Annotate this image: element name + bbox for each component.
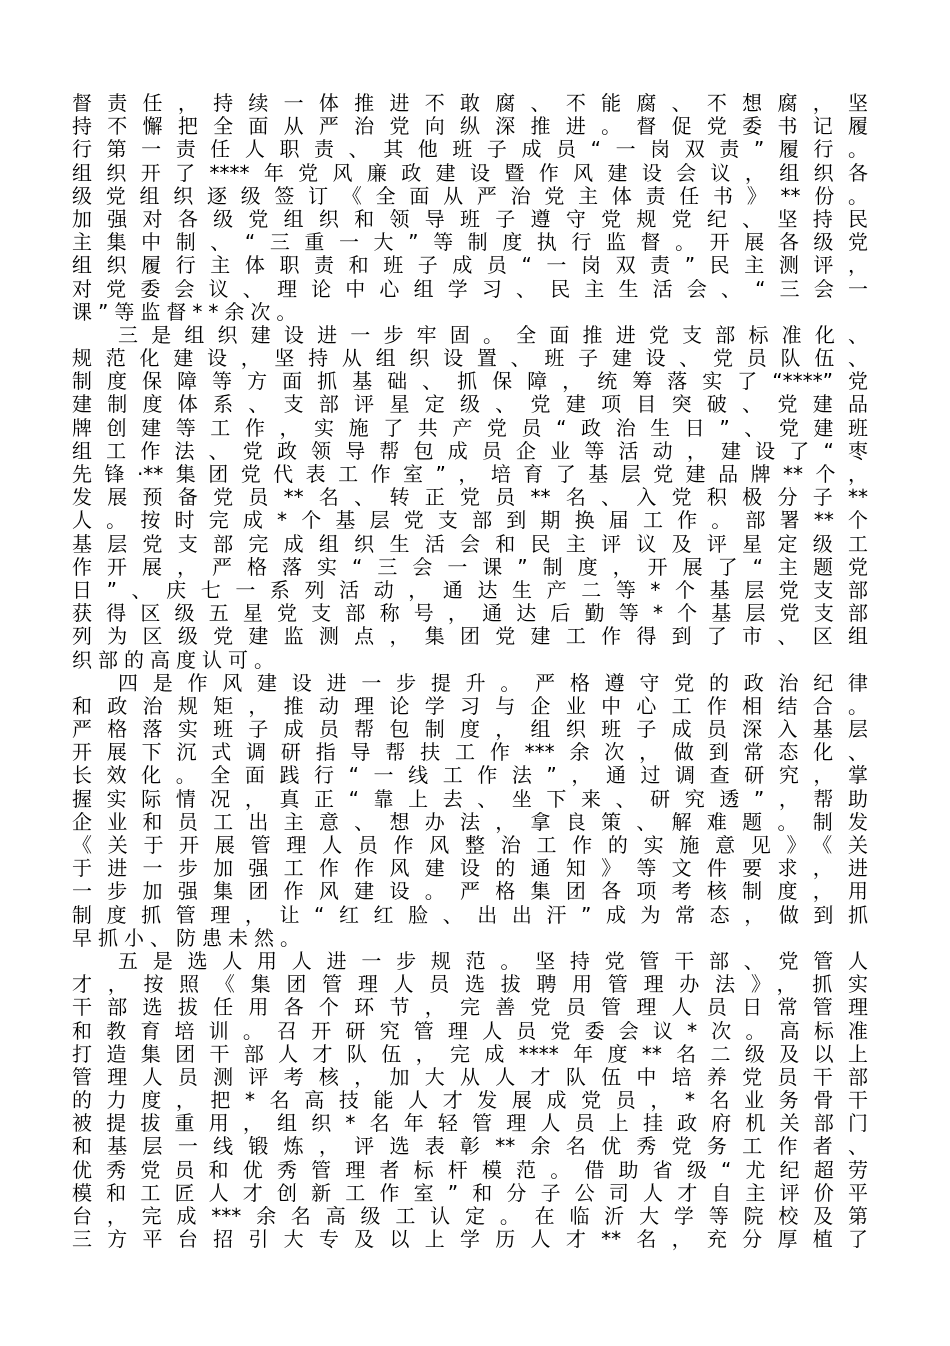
text-line: 加强对各级党组织和领导班子遵守党规党纪、坚持民: [72, 206, 868, 231]
text-line: 督责任，持续一体推进不敢腐、不能腐、不想腐，坚: [72, 91, 868, 115]
text-line: 制度保障等方面抓基础、抓保障，统筹落实了“****”党: [72, 369, 868, 394]
paragraph-end-line: 早抓小、防患未然。: [72, 925, 306, 950]
text-line: 组织开了****年党风廉政建设暨作风建设会议，组织各: [72, 160, 868, 185]
text-line: 基层党支部完成组织生活会和民主评议及评星定级工: [72, 531, 868, 556]
text-line: 于进一步加强工作作风建设的通知》等文件要求，进: [72, 856, 868, 881]
text-line: 干部选拔任用各个环节，完善党员管理人员日常管理: [72, 995, 868, 1020]
text-line: 建制度体系、支部评星定级、党建项目突破、党建品: [72, 392, 868, 417]
text-line: 打造集团干部人才队伍，完成****年度**名二级及以上: [72, 1041, 868, 1066]
text-line: 对党委会议、理论中心组学习、民主生活会、“三会一: [72, 276, 868, 301]
text-line: 先锋·**集团党代表工作室”，培育了基层党建品牌**个，: [72, 462, 868, 486]
text-line: 作开展，严格落实“三会一课”制度，开展了“主题党: [72, 554, 868, 579]
paragraph-end-line: 课”等监督**余次。: [72, 299, 303, 324]
text-line: 规范化建设，坚持从组织设置、班子建设、党员队伍、: [72, 346, 868, 371]
text-line: 制度抓管理，让“红红脸、出出汗”成为常态，做到抓: [72, 902, 868, 927]
paragraph-start-line: 四是作风建设进一步提升。严格遵守党的政治纪律: [118, 670, 868, 695]
text-line: 一步加强集团作风建设。严格集团各项考核制度，用: [72, 879, 868, 904]
text-line: 日”、庆七一系列活动，通达生产二等*个基层党支部: [72, 577, 868, 602]
document-page: [72, 92, 868, 1251]
text-line: 组织履行主体职责和班子成员“一岗双责”民主测评，: [72, 253, 868, 278]
text-line: 被提拔重用，组织*名年轻管理人员上挂政府机关部门: [72, 1111, 868, 1136]
text-line: 和基层一线锻炼，评选表彰**余名优秀党务工作者、: [72, 1134, 868, 1159]
text-line: 开展下沉式调研指导帮扶工作***余次，做到常态化、: [72, 740, 868, 765]
paragraph-start-line: 五是选人用人进一步规范。坚持党管干部、党管人: [118, 948, 868, 973]
paragraph-end-line: 织部的高度认可。: [72, 647, 280, 672]
paragraph-start-line: 三是组织建设进一步牢固。全面推进党支部标准化、: [118, 322, 868, 347]
text-line: 行第一责任人职责、其他班子成员“一岗双责”履行。: [72, 137, 868, 162]
text-line: 握实际情况，真正“靠上去、坐下来、研究透”，帮助: [72, 786, 868, 811]
text-line: 才，按照《集团管理人员选拔聘用管理办法》，抓实: [72, 972, 868, 997]
text-line: 持不懈把全面从严治党向纵深推进。督促党委书记履: [72, 114, 868, 139]
text-line: 模和工匠人才创新工作室”和分子公司人才自主评价平: [72, 1180, 868, 1205]
text-line: 的力度，把*名高技能人才发展成党员，*名业务骨干: [72, 1088, 868, 1113]
text-line: 企业和员工出主意、想办法，拿良策、解难题。制发: [72, 809, 868, 834]
text-line: 台，完成***余名高级工认定。在临沂大学等院校及第: [72, 1204, 868, 1228]
text-line: 组工作法、党政领导帮包成员企业等活动，建设了“枣: [72, 438, 868, 463]
text-line: 人。按时完成*个基层党支部到期换届工作。部署**个: [72, 508, 868, 533]
text-line: 和教育培训。召开研究管理人员党委会议*次。高标准: [72, 1018, 868, 1043]
text-line: 长效化。全面践行“一线工作法”，通过调查研究，掌: [72, 763, 868, 788]
text-line: 三方平台招引大专及以上学历人才**名，充分厚植了: [72, 1227, 868, 1252]
text-line: 优秀党员和优秀管理者标杆模范。借助省级“尤纪超劳: [72, 1157, 868, 1182]
text-line: 列为区级党建监测点，集团党建工作得到了市、区组: [72, 624, 868, 649]
text-line: 和政治规矩，推动理论学习与企业中心工作相结合。: [72, 693, 868, 718]
text-line: 发展预备党员**名、转正党员**名、入党积极分子**: [72, 485, 868, 510]
text-line: 《关于开展管理人员作风整治工作的实施意见》《关: [72, 833, 868, 857]
text-line: 管理人员测评考核，加大从人才队伍中培养党员干部: [72, 1064, 868, 1089]
text-line: 牌创建等工作，实施了共产党员“政治生日”、党建班: [72, 415, 868, 440]
text-line: 级党组织逐级签订《全面从严治党主体责任书》**份。: [72, 183, 868, 208]
text-line: 获得区级五星党支部称号，通达后勤等*个基层党支部: [72, 601, 868, 626]
text-line: 严格落实班子成员帮包制度，组织班子成员深入基层: [72, 717, 868, 742]
text-line: 主集中制、“三重一大”等制度执行监督。开展各级党: [72, 230, 868, 255]
